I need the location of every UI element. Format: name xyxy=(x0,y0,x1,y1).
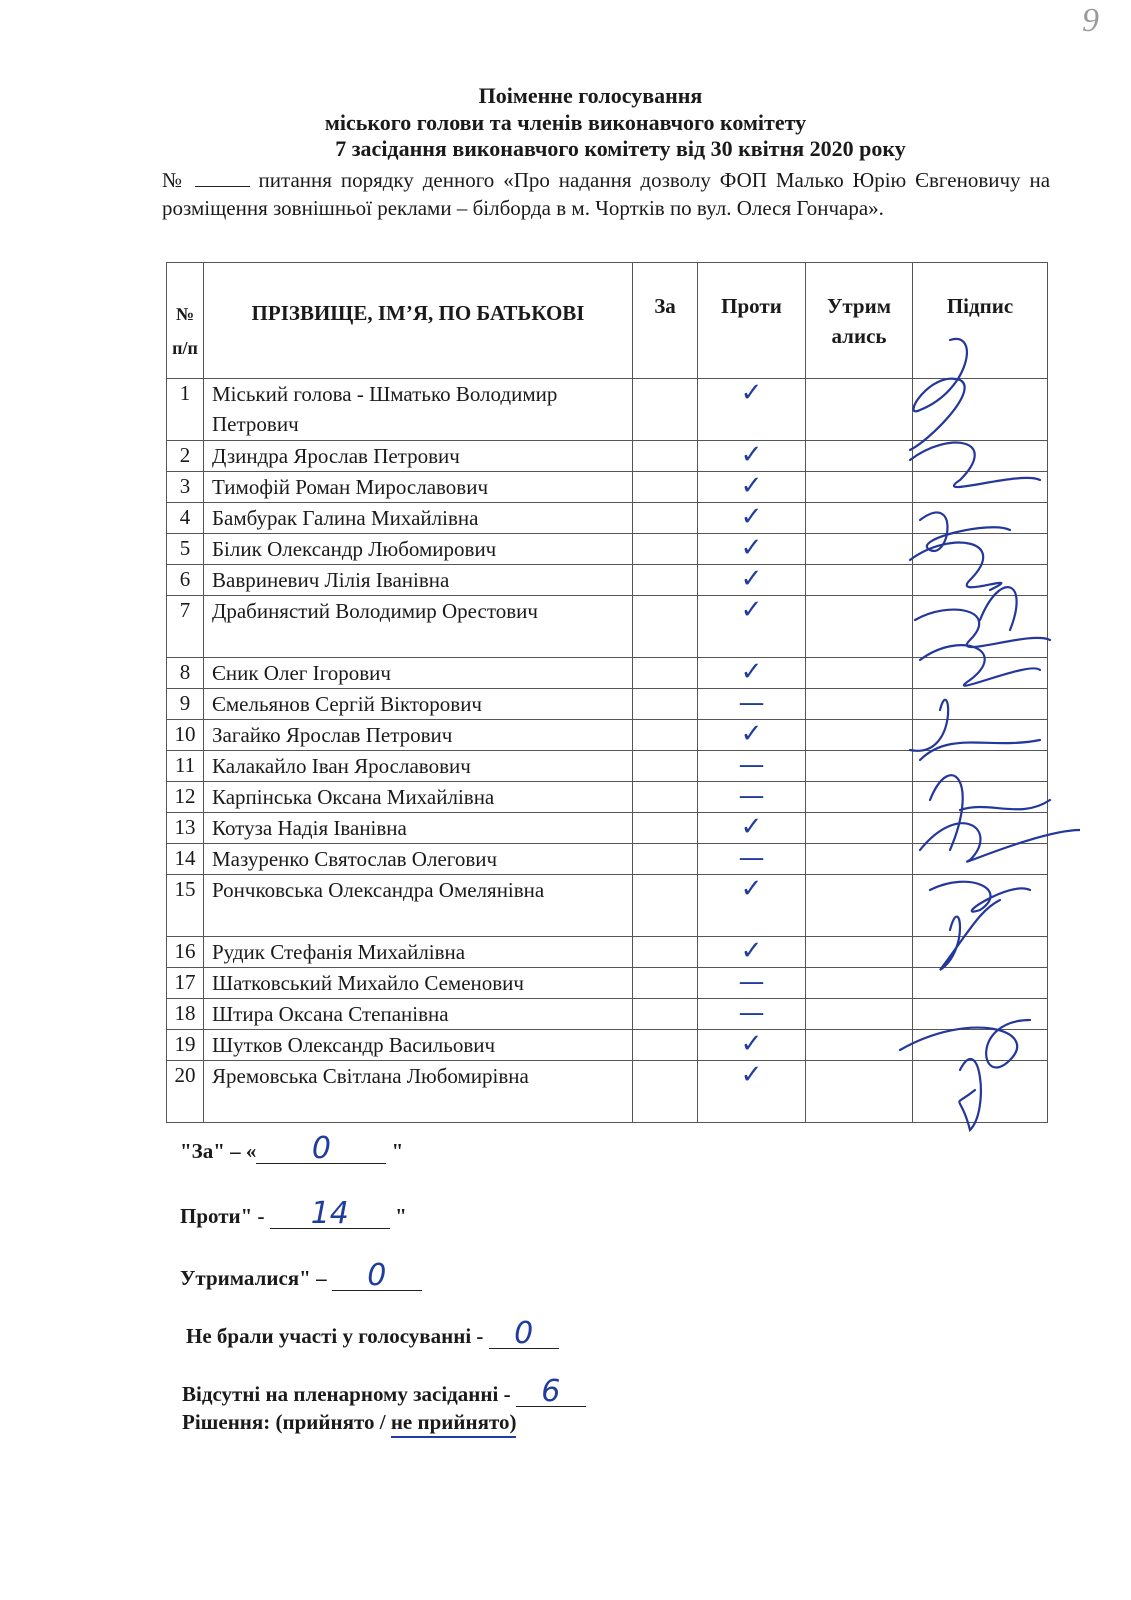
row-za xyxy=(633,1061,698,1123)
row-proty-mark: ✓ xyxy=(698,875,806,937)
row-name: Білик Олександр Любомирович xyxy=(204,534,633,565)
row-proty-mark: — xyxy=(698,844,806,875)
row-number: 6 xyxy=(167,565,204,596)
row-name: Штира Оксана Степанівна xyxy=(204,999,633,1030)
row-za xyxy=(633,441,698,472)
row-proty-mark: ✓ xyxy=(698,813,806,844)
row-proty-mark: ✓ xyxy=(698,565,806,596)
total-vidsutni-label: Відсутні на пленарному засіданні - xyxy=(182,1382,511,1406)
row-proty-mark: ✓ xyxy=(698,503,806,534)
row-number: 2 xyxy=(167,441,204,472)
total-za-label: "За" – « xyxy=(180,1139,257,1163)
row-number: 20 xyxy=(167,1061,204,1123)
row-name: Рончковська Олександра Омелянівна xyxy=(204,875,633,937)
total-za xyxy=(180,1131,404,1166)
decision-label: Рішення: (прийнято / xyxy=(182,1410,386,1434)
row-number: 17 xyxy=(167,968,204,999)
total-vidsutni xyxy=(182,1374,586,1409)
signatures-scribble xyxy=(890,330,1080,1150)
decision-selected: не прийнято) xyxy=(391,1410,517,1438)
row-proty-mark: ✓ xyxy=(698,1030,806,1061)
row-name: Рудик Стефанія Михайлівна xyxy=(204,937,633,968)
row-name: Міський голова - Шматько Володимир Петрович xyxy=(204,379,633,441)
row-za xyxy=(633,968,698,999)
row-proty-mark: — xyxy=(698,782,806,813)
row-number: 1 xyxy=(167,379,204,441)
agenda-question xyxy=(162,166,1050,222)
total-ne-braly-value: 0 xyxy=(489,1320,559,1349)
total-utrymalysia-label: Утрималися" – xyxy=(180,1266,327,1290)
doc-subtitle: міського голови та членів виконавчого комітету xyxy=(324,110,807,135)
row-proty-mark: — xyxy=(698,968,806,999)
total-ne-braly-label: Не брали участі у голосуванні - xyxy=(186,1324,484,1348)
row-proty-mark: ✓ xyxy=(698,596,806,658)
page-number: 9 xyxy=(1082,2,1099,39)
row-number: 8 xyxy=(167,658,204,689)
row-number: 3 xyxy=(167,472,204,503)
total-proty-label: Проти" - xyxy=(180,1204,265,1228)
row-proty-mark: ✓ xyxy=(698,658,806,689)
row-za xyxy=(633,875,698,937)
row-za xyxy=(633,658,698,689)
question-number-prefix: № xyxy=(162,168,186,192)
row-number: 4 xyxy=(167,503,204,534)
row-za xyxy=(633,534,698,565)
row-name: Загайко Ярослав Петрович xyxy=(204,720,633,751)
row-proty-mark: — xyxy=(698,999,806,1030)
row-name: Вавриневич Лілія Іванівна xyxy=(204,565,633,596)
total-vidsutni-value: 6 xyxy=(516,1378,586,1407)
row-number: 14 xyxy=(167,844,204,875)
row-number: 10 xyxy=(167,720,204,751)
row-name: Калакайло Іван Ярославович xyxy=(204,751,633,782)
row-number: 15 xyxy=(167,875,204,937)
row-za xyxy=(633,937,698,968)
row-number: 7 xyxy=(167,596,204,658)
header-signature: Підпис xyxy=(913,263,1048,379)
row-za xyxy=(633,565,698,596)
row-za xyxy=(633,844,698,875)
row-name: Бамбурак Галина Михайлівна xyxy=(204,503,633,534)
row-name: Єник Олег Ігорович xyxy=(204,658,633,689)
row-proty-mark: ✓ xyxy=(698,441,806,472)
row-number: 11 xyxy=(167,751,204,782)
row-proty-mark: — xyxy=(698,751,806,782)
meeting-line: 7 засідання виконавчого комітету від 30 квітня 2020 року xyxy=(335,136,906,161)
header-name: ПРІЗВИЩЕ, ІМ’Я, ПО БАТЬКОВІ xyxy=(204,263,633,379)
total-utrymalysia-value: 0 xyxy=(332,1262,422,1291)
row-proty-mark: ✓ xyxy=(698,720,806,751)
row-proty-mark: ✓ xyxy=(698,472,806,503)
total-za-close: " xyxy=(391,1139,404,1163)
row-name: Ємельянов Сергій Вікторович xyxy=(204,689,633,720)
row-number: 5 xyxy=(167,534,204,565)
question-number-blank xyxy=(195,186,250,187)
row-za xyxy=(633,689,698,720)
total-proty xyxy=(180,1196,407,1231)
total-proty-value: 14 xyxy=(270,1200,390,1229)
row-name: Дзиндра Ярослав Петрович xyxy=(204,441,633,472)
row-number: 12 xyxy=(167,782,204,813)
row-proty-mark: ✓ xyxy=(698,937,806,968)
row-za xyxy=(633,999,698,1030)
row-name: Драбинястий Володимир Орестович xyxy=(204,596,633,658)
row-za xyxy=(633,751,698,782)
row-name: Яремовська Світлана Любомирівна xyxy=(204,1061,633,1123)
row-za xyxy=(633,596,698,658)
total-utrymalysia xyxy=(180,1258,422,1293)
row-proty-mark: ✓ xyxy=(698,379,806,441)
row-number: 13 xyxy=(167,813,204,844)
question-text: питання порядку денного «Про надання дозволу ФОП Малько Юрію Євгеновичу на розміщення зовнішньої реклами – білборда в м. Чортків по вул. Олеся Гончара». xyxy=(162,168,1051,220)
row-name: Котуза Надія Іванівна xyxy=(204,813,633,844)
row-proty-mark: — xyxy=(698,689,806,720)
row-za xyxy=(633,782,698,813)
total-za-value: 0 xyxy=(256,1135,386,1164)
row-za xyxy=(633,503,698,534)
row-proty-mark: ✓ xyxy=(698,534,806,565)
header-utrymalys: Утрим ались xyxy=(806,263,913,379)
row-za xyxy=(633,813,698,844)
header-proty: Проти xyxy=(698,263,806,379)
decision xyxy=(182,1410,516,1435)
row-za xyxy=(633,720,698,751)
row-za xyxy=(633,472,698,503)
row-za xyxy=(633,379,698,441)
row-name: Карпінська Оксана Михайлівна xyxy=(204,782,633,813)
row-name: Мазуренко Святослав Олегович xyxy=(204,844,633,875)
row-name: Шатковський Михайло Семенович xyxy=(204,968,633,999)
row-name: Шутков Олександр Васильович xyxy=(204,1030,633,1061)
row-proty-mark: ✓ xyxy=(698,1061,806,1123)
row-number: 19 xyxy=(167,1030,204,1061)
total-proty-close: " xyxy=(395,1204,407,1228)
header-num: № п/п xyxy=(167,263,204,379)
row-name: Тимофій Роман Мирославович xyxy=(204,472,633,503)
row-za xyxy=(633,1030,698,1061)
doc-title: Поіменне голосування xyxy=(478,83,703,108)
row-number: 18 xyxy=(167,999,204,1030)
header-za: За xyxy=(633,263,698,379)
row-number: 16 xyxy=(167,937,204,968)
total-ne-braly xyxy=(186,1316,559,1351)
row-number: 9 xyxy=(167,689,204,720)
